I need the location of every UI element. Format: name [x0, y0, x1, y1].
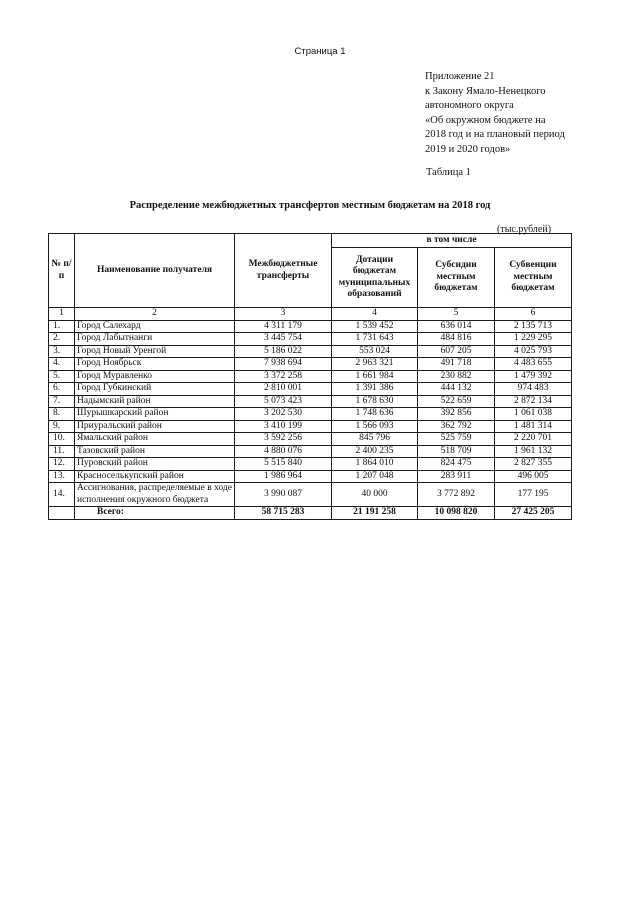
- table-row: [49, 458, 572, 471]
- table-row: [49, 470, 572, 483]
- transfers-value: 3 445 754: [235, 333, 332, 346]
- total-transfers: 58 715 283: [235, 507, 332, 520]
- subsidies-value: 3 772 892: [418, 483, 495, 507]
- transfers-value: 1 986 964: [235, 470, 332, 483]
- grants-value: 553 024: [332, 345, 418, 358]
- recipient-name: Ассигнования, распределяемые в ходе исполнения окружного бюджета: [75, 483, 235, 507]
- transfers-value: 4 311 179: [235, 320, 332, 333]
- column-number: 5: [418, 308, 495, 321]
- recipient-name: Надымский район: [75, 395, 235, 408]
- grants-value: 1 207 048: [332, 470, 418, 483]
- recipient-name: Приуральский район: [75, 420, 235, 433]
- grants-value: 40 000: [332, 483, 418, 507]
- grants-value: 2 963 321: [332, 358, 418, 371]
- subventions-value: 2 827 355: [495, 458, 572, 471]
- recipient-name: Ямальский район: [75, 433, 235, 446]
- row-number: 8.: [49, 408, 75, 421]
- transfers-table: [48, 233, 572, 520]
- recipient-name: Город Муравленко: [75, 370, 235, 383]
- table-row: [49, 420, 572, 433]
- recipient-name: Пуровский район: [75, 458, 235, 471]
- recipient-name: Город Ноябрьск: [75, 358, 235, 371]
- recipient-name: Город Лабытнанги: [75, 333, 235, 346]
- row-number: 6.: [49, 383, 75, 396]
- row-number: 5.: [49, 370, 75, 383]
- column-numbers-row: [49, 308, 572, 321]
- table-row: [49, 345, 572, 358]
- transfers-value: 4 880 076: [235, 445, 332, 458]
- row-number: 12.: [49, 458, 75, 471]
- column-number: 2: [75, 308, 235, 321]
- table-row: [49, 433, 572, 446]
- total-number: [49, 507, 75, 520]
- subsidies-value: 636 014: [418, 320, 495, 333]
- header-group: в том числе: [332, 234, 572, 248]
- table-row: [49, 333, 572, 346]
- recipient-name: Город Салехард: [75, 320, 235, 333]
- row-number: 11.: [49, 445, 75, 458]
- subventions-value: 1 061 038: [495, 408, 572, 421]
- recipient-name: Красноселькупский район: [75, 470, 235, 483]
- subventions-value: 496 005: [495, 470, 572, 483]
- table-row: [49, 358, 572, 371]
- column-number: 4: [332, 308, 418, 321]
- table-header-row: [49, 234, 572, 248]
- subsidies-value: 283 911: [418, 470, 495, 483]
- subventions-value: 1 479 392: [495, 370, 572, 383]
- header-name: Наименование получателя: [75, 234, 235, 308]
- recipient-name: Тазовский район: [75, 445, 235, 458]
- table-row: [49, 370, 572, 383]
- table-row: [49, 445, 572, 458]
- grants-value: 1 748 636: [332, 408, 418, 421]
- table-row: [49, 408, 572, 421]
- appendix-block: [425, 70, 615, 157]
- total-grants: 21 191 258: [332, 507, 418, 520]
- transfers-value: 3 372 258: [235, 370, 332, 383]
- transfers-value: 5 073 423: [235, 395, 332, 408]
- subsidies-value: 484 816: [418, 333, 495, 346]
- subventions-value: 1 481 314: [495, 420, 572, 433]
- recipient-name: Город Губкинский: [75, 383, 235, 396]
- row-number: 4.: [49, 358, 75, 371]
- row-number: 14.: [49, 483, 75, 507]
- appendix-line: 2019 и 2020 годов»: [425, 143, 511, 155]
- row-number: 13.: [49, 470, 75, 483]
- grants-value: 1 864 010: [332, 458, 418, 471]
- header-grants: Дотации бюджетам муниципальных образований: [332, 248, 418, 308]
- subsidies-value: 444 132: [418, 383, 495, 396]
- subventions-value: 177 195: [495, 483, 572, 507]
- transfers-value: 7 938 694: [235, 358, 332, 371]
- grants-value: 1 678 630: [332, 395, 418, 408]
- subventions-value: 4 025 793: [495, 345, 572, 358]
- subventions-value: 4 483 655: [495, 358, 572, 371]
- grants-value: 1 391 386: [332, 383, 418, 396]
- total-row: [49, 507, 572, 520]
- table-row: [49, 320, 572, 333]
- grants-value: 1 731 643: [332, 333, 418, 346]
- table-row: [49, 483, 572, 507]
- subsidies-value: 607 205: [418, 345, 495, 358]
- column-number: 1: [49, 308, 75, 321]
- subsidies-value: 518 709: [418, 445, 495, 458]
- subsidies-value: 525 759: [418, 433, 495, 446]
- subsidies-value: 491 718: [418, 358, 495, 371]
- transfers-value: 5 515 840: [235, 458, 332, 471]
- grants-value: 845 796: [332, 433, 418, 446]
- table-label: Таблица 1: [426, 167, 471, 178]
- appendix-line: автономного округа: [425, 100, 514, 111]
- subsidies-value: 824 475: [418, 458, 495, 471]
- transfers-value: 3 990 087: [235, 483, 332, 507]
- header-subsidies: Субсидии местным бюджетам: [418, 248, 495, 308]
- subventions-value: 2 872 134: [495, 395, 572, 408]
- transfers-value: 3 202 530: [235, 408, 332, 421]
- grants-value: 1 539 452: [332, 320, 418, 333]
- subsidies-value: 362 792: [418, 420, 495, 433]
- column-number: 3: [235, 308, 332, 321]
- total-subventions: 27 425 205: [495, 507, 572, 520]
- transfers-value: 5 186 022: [235, 345, 332, 358]
- row-number: 3.: [49, 345, 75, 358]
- table-row: [49, 383, 572, 396]
- subsidies-value: 392 856: [418, 408, 495, 421]
- row-number: 1.: [49, 320, 75, 333]
- recipient-name: Шурышкарский район: [75, 408, 235, 421]
- transfers-value: 3 592 256: [235, 433, 332, 446]
- units-label: (тыс.рублей): [497, 224, 552, 235]
- appendix-line: Приложение 21: [425, 71, 495, 82]
- row-number: 7.: [49, 395, 75, 408]
- table-row: [49, 395, 572, 408]
- grants-value: 1 661 984: [332, 370, 418, 383]
- total-label: Всего:: [75, 507, 235, 520]
- appendix-line: 2018 год и на плановый период: [425, 129, 565, 140]
- row-number: 9.: [49, 420, 75, 433]
- subventions-value: 2 220 701: [495, 433, 572, 446]
- grants-value: 2 400 235: [332, 445, 418, 458]
- transfers-value: 2 810 001: [235, 383, 332, 396]
- recipient-name: Город Новый Уренгой: [75, 345, 235, 358]
- subventions-value: 974 483: [495, 383, 572, 396]
- header-num: № п/п: [49, 234, 75, 308]
- subventions-value: 1 229 295: [495, 333, 572, 346]
- total-subsidies: 10 098 820: [418, 507, 495, 520]
- transfers-value: 3 410 199: [235, 420, 332, 433]
- grants-value: 1 566 093: [332, 420, 418, 433]
- subventions-value: 1 961 132: [495, 445, 572, 458]
- row-number: 10.: [49, 433, 75, 446]
- header-transfers: Межбюджетные трансферты: [235, 234, 332, 308]
- row-number: 2.: [49, 333, 75, 346]
- subsidies-value: 522 659: [418, 395, 495, 408]
- document-title: Распределение межбюджетных трансфертов местным бюджетам на 2018 год: [129, 200, 491, 211]
- column-number: 6: [495, 308, 572, 321]
- subsidies-value: 230 882: [418, 370, 495, 383]
- appendix-line: к Закону Ямало-Ненецкого: [425, 85, 546, 97]
- page-header: Страница 1: [294, 46, 346, 57]
- subventions-value: 2 135 713: [495, 320, 572, 333]
- header-subventions: Субвенции местным бюджетам: [495, 248, 572, 308]
- appendix-line: «Об окружном бюджете на: [425, 114, 546, 126]
